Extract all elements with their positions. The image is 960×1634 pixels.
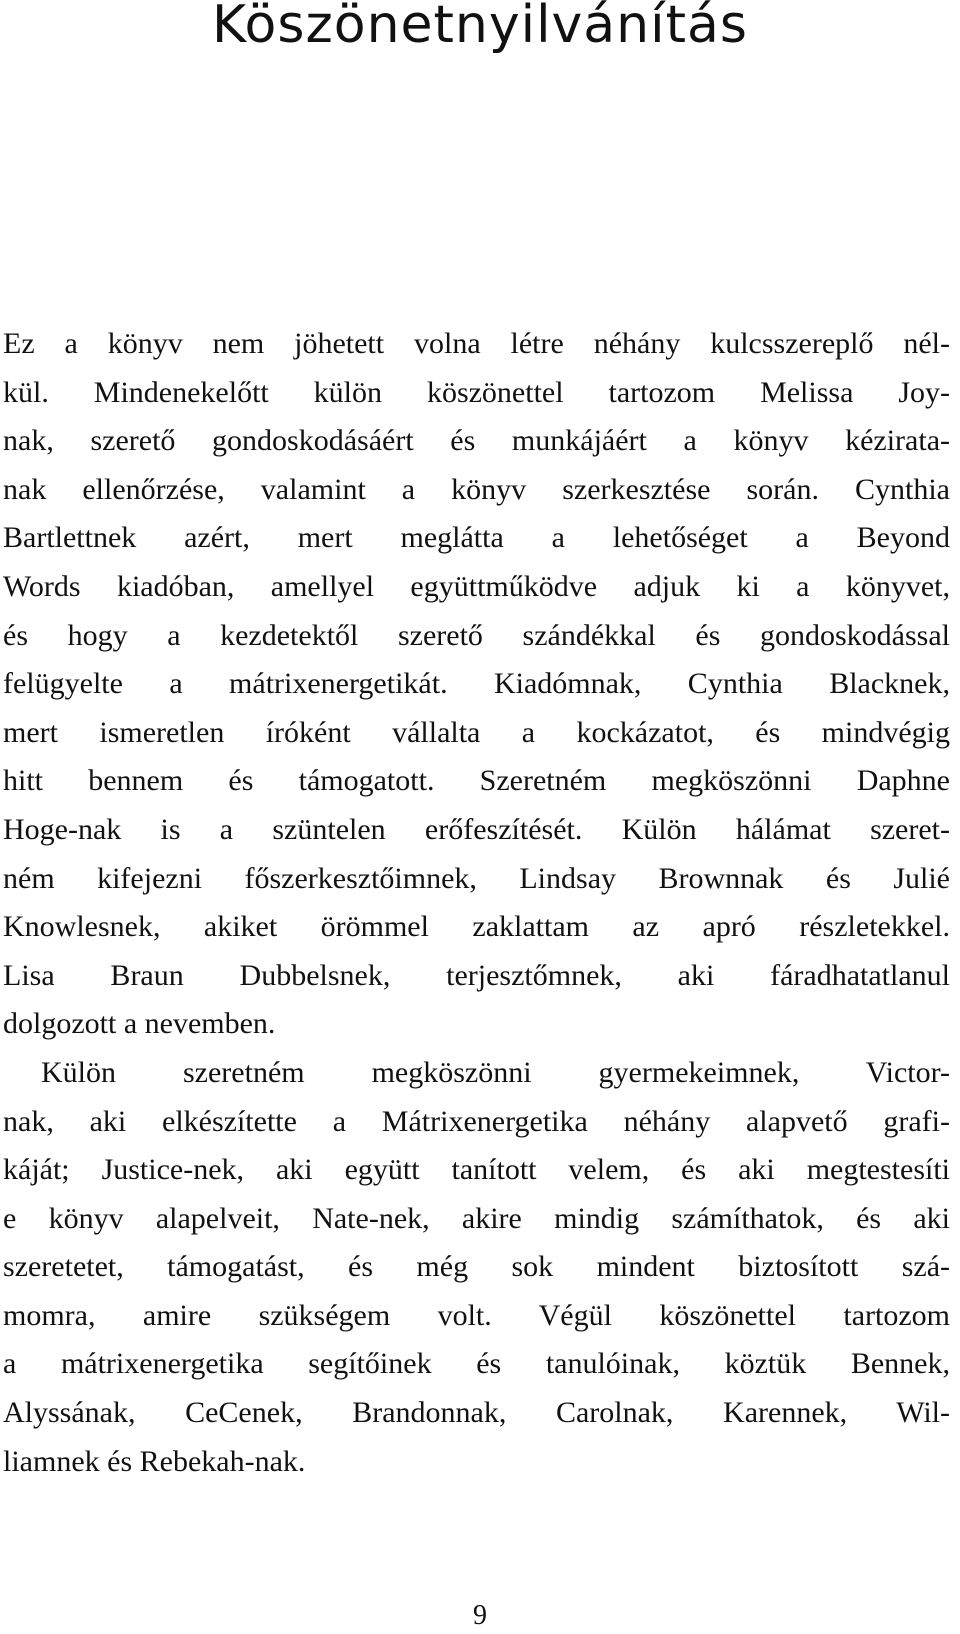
text-line: Külön szeretném megköszönni gyermekeimnek, Victor-	[41, 1055, 950, 1089]
text-line: és hogy a kezdetektől szerető szándékkal és gondoskodással	[3, 618, 950, 652]
text-line: dolgozott a nevemben.	[3, 1007, 276, 1041]
paragraph	[3, 320, 950, 1049]
text-line: Words kiadóban, amellyel együttműködve adjuk ki a könyvet,	[3, 569, 950, 603]
text-line: káját; Justice-nek, aki együtt tanított velem, és aki megtestesíti	[3, 1153, 950, 1187]
text-line: nak ellenőrzése, valamint a könyv szerkesztése során. Cynthia	[3, 472, 950, 506]
text-line: Ez a könyv nem jöhetett volna létre néhány kulcsszereplő nél-	[3, 327, 950, 360]
text-line: Lisa Braun Dubbelsnek, terjesztőmnek, aki fáradhatatlanul	[3, 958, 950, 992]
text-line: mert ismeretlen íróként vállalta a kockázatot, és mindvégig	[3, 715, 950, 749]
text-line: nak, szerető gondoskodásáért és munkájáért a könyv kézirata-	[3, 424, 950, 458]
text-line: liamnek és Rebekah-nak.	[3, 1444, 306, 1478]
text-line: Bartlettnek azért, mert meglátta a lehetőséget a Beyond	[3, 521, 950, 555]
text-line: a mátrixenergetika segítőinek és tanulóinak, köztük Bennek,	[3, 1347, 950, 1381]
paragraph	[3, 1049, 950, 1486]
text-line: ném kifejezni főszerkesztőimnek, Lindsay Brownnak és Julié	[3, 861, 950, 895]
text-line: hitt bennem és támogatott. Szeretném megköszönni Daphne	[3, 764, 950, 798]
text-line: felügyelte a mátrixenergetikát. Kiadómnak, Cynthia Blacknek,	[3, 667, 950, 701]
page-number: 9	[473, 1600, 487, 1631]
text-line: Alyssának, CeCenek, Brandonnak, Carolnak, Karennek, Wil-	[3, 1396, 950, 1430]
text-line: momra, amire szükségem volt. Végül köszönettel tartozom	[3, 1298, 950, 1332]
text-line: nak, aki elkészítette a Mátrixenergetika néhány alapvető grafi-	[3, 1104, 950, 1138]
text-line: szeretetet, támogatást, és még sok mindent biztosított szá-	[3, 1250, 950, 1284]
body-text	[3, 320, 950, 1486]
text-line: e könyv alapelveit, Nate-nek, akire mindig számíthatok, és aki	[3, 1201, 950, 1235]
page-title: Köszönetnyilvánítás	[212, 0, 748, 55]
text-line: kül. Mindenekelőtt külön köszönettel tartozom Melissa Joy-	[3, 375, 950, 409]
text-line: Hoge-nak is a szüntelen erőfeszítését. Külön hálámat szeret-	[3, 812, 950, 846]
text-line: Knowlesnek, akiket örömmel zaklattam az apró részletekkel.	[3, 910, 950, 944]
